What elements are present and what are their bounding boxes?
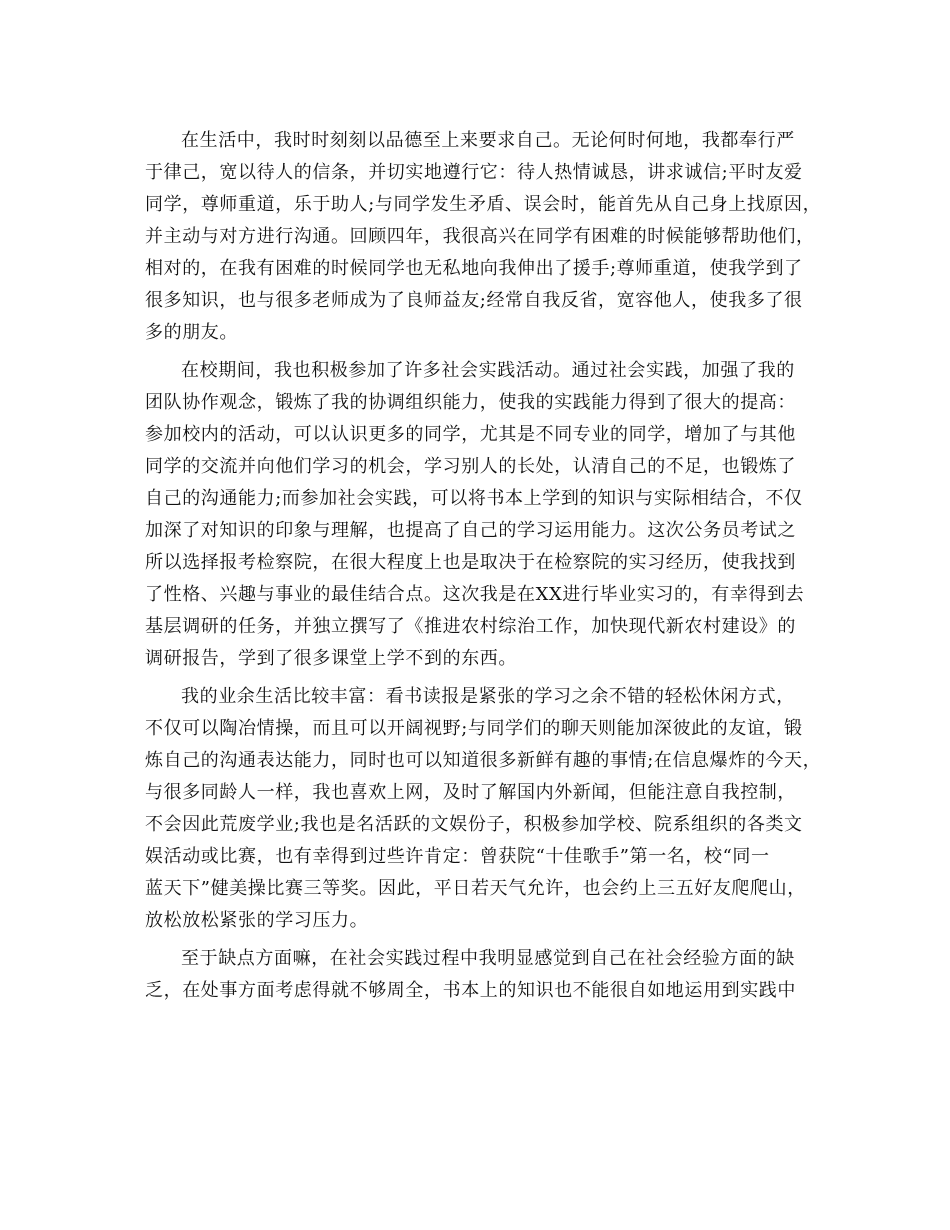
paragraph-social-practice <box>145 355 825 675</box>
text-line: 乏，在处事方面考虑得就不够周全，书本上的知识也不能很自如地运用到实践中 <box>145 980 796 1001</box>
text-line: 多的朋友。 <box>145 322 238 343</box>
paragraph-shortcomings <box>145 943 825 1007</box>
text-line: 在生活中，我时时刻刻以品德至上来要求自己。无论何时何地，我都奉行严 <box>181 130 795 151</box>
text-line: 并主动与对方进行沟通。回顾四年，我很高兴在同学有困难的时候能够帮助他们， <box>145 226 815 247</box>
text-line: 相对的，在我有困难的时候同学也无私地向我伸出了援手;尊师重道，使我学到了 <box>145 258 803 279</box>
text-line: 不仅可以陶冶情操，而且可以开阔视野;与同学们的聊天则能加深彼此的友谊，锻 <box>145 718 803 739</box>
text-line: 所以选择报考检察院，在很大程度上也是取决于在检察院的实习经历，使我找到 <box>145 552 796 573</box>
text-line: 团队协作观念，锻炼了我的协调组织能力，使我的实践能力得到了很大的提高： <box>145 392 796 413</box>
text-line: 娱活动或比赛，也有幸得到过些许肯定：曾获院“十佳歌手”第一名，校“同一 <box>145 846 770 867</box>
document-body <box>145 125 825 1007</box>
text-line: 调研报告，学到了很多课堂上学不到的东西。 <box>145 648 517 669</box>
text-line: 我的业余生活比较丰富：看书读报是紧张的学习之余不错的轻松休闲方式， <box>181 686 795 707</box>
text-line: 于律己，宽以待人的信条，并切实地遵行它：待人热情诚恳，讲求诚信;平时友爱 <box>145 162 803 183</box>
text-line: 基层调研的任务，并独立撰写了《推进农村综治工作，加快现代新农村建设》的 <box>145 616 796 637</box>
text-line: 参加校内的活动，可以认识更多的同学，尤其是不同专业的同学，增加了与其他 <box>145 424 796 445</box>
text-line: 炼自己的沟通表达能力，同时也可以知道很多新鲜有趣的事情;在信息爆炸的今天， <box>145 750 822 771</box>
text-line: 蓝天下”健美操比赛三等奖。因此，平日若天气允许，也会约上三五好友爬爬山， <box>145 878 806 899</box>
paragraph-morality <box>145 125 825 349</box>
text-line: 放松放松紧张的学习压力。 <box>145 910 369 931</box>
text-line: 不会因此荒废学业;我也是名活跃的文娱份子，积极参加学校、院系组织的各类文 <box>145 814 803 835</box>
text-line: 在校期间，我也积极参加了许多社会实践活动。通过社会实践，加强了我的 <box>181 360 795 381</box>
text-line: 自己的沟通能力;而参加社会实践，可以将书本上学到的知识与实际相结合，不仅 <box>145 488 803 509</box>
text-line: 同学，尊师重道，乐于助人;与同学发生矛盾、误会时，能首先从自己身上找原因， <box>145 194 822 215</box>
text-line: 加深了对知识的印象与理解，也提高了自己的学习运用能力。这次公务员考试之 <box>145 520 796 541</box>
paragraph-leisure <box>145 681 825 937</box>
text-line: 同学的交流并向他们学习的机会，学习别人的长处，认清自己的不足，也锻炼了 <box>145 456 796 477</box>
text-line: 了性格、兴趣与事业的最佳结合点。这次我是在XX进行毕业实习的，有幸得到去 <box>145 584 805 605</box>
text-line: 很多知识，也与很多老师成为了良师益友;经常自我反省，宽容他人，使我多了很 <box>145 290 803 311</box>
text-line: 与很多同龄人一样，我也喜欢上网，及时了解国内外新闻，但能注意自我控制， <box>145 782 796 803</box>
text-line: 至于缺点方面嘛，在社会实践过程中我明显感觉到自己在社会经验方面的缺 <box>181 948 795 969</box>
